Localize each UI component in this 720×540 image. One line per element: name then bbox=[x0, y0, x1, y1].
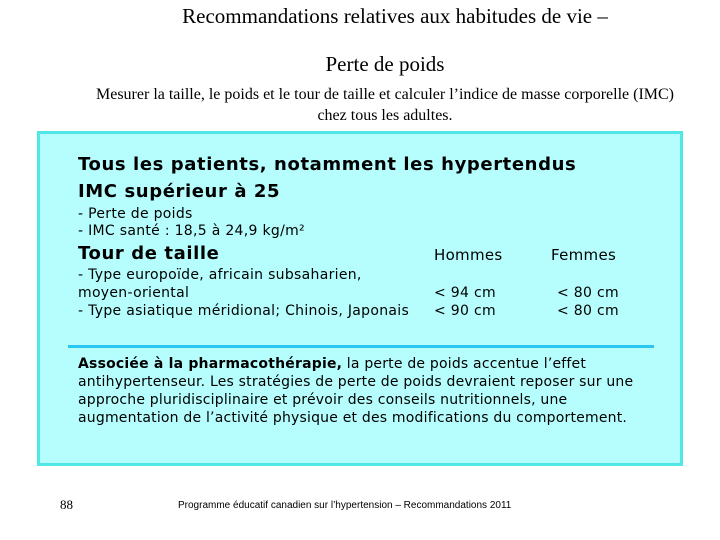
pharmacotherapy-paragraph bbox=[78, 355, 668, 427]
slide-title-line2: Perte de poids bbox=[325, 52, 445, 76]
paragraph-body: la perte de poids accentue l’effet antihypertenseur. Les stratégies de perte de poids devraient reposer sur une approche pluridisciplinaire et prévoir des conseils nutritionnels, une augmentation de l’activité physique et des modifications du comportement. bbox=[78, 356, 634, 426]
bullet-weight-loss: - Perte de poids bbox=[78, 206, 193, 222]
row1-men-value: < 94 cm bbox=[434, 285, 496, 301]
row1-label-line1: - Type europoïde, africain subsaharien, bbox=[78, 267, 362, 283]
row2-women-value: < 80 cm bbox=[557, 303, 619, 319]
column-header-men: Hommes bbox=[434, 246, 503, 264]
column-header-women: Femmes bbox=[551, 246, 617, 264]
footer-text: Programme éducatif canadien sur l’hypertension – Recommandations 2011 bbox=[178, 500, 512, 511]
row2-men-value: < 90 cm bbox=[434, 303, 496, 319]
box-heading-line2: IMC supérieur à 25 bbox=[78, 181, 281, 202]
slide-title-line1: Recommandations relatives aux habitudes de vie – bbox=[182, 4, 608, 28]
box-heading-line1: Tous les patients, notamment les hypertendus bbox=[78, 154, 577, 175]
slide-subtitle: Mesurer la taille, le poids et le tour de taille et calculer l’indice de masse corporelle (IMC) chez tous les adultes. bbox=[96, 86, 674, 124]
paragraph-bold-lead: Associée à la pharmacothérapie, bbox=[78, 356, 343, 372]
bullet-healthy-bmi: - IMC santé : 18,5 à 24,9 kg/m² bbox=[78, 223, 305, 239]
row2-label: - Type asiatique méridional; Chinois, Japonais bbox=[78, 303, 410, 319]
row1-women-value: < 80 cm bbox=[557, 285, 619, 301]
page-number: 88 bbox=[60, 497, 73, 512]
section-divider bbox=[68, 345, 654, 348]
row1-label-line2: moyen-oriental bbox=[78, 285, 190, 301]
waist-heading: Tour de taille bbox=[78, 243, 220, 264]
